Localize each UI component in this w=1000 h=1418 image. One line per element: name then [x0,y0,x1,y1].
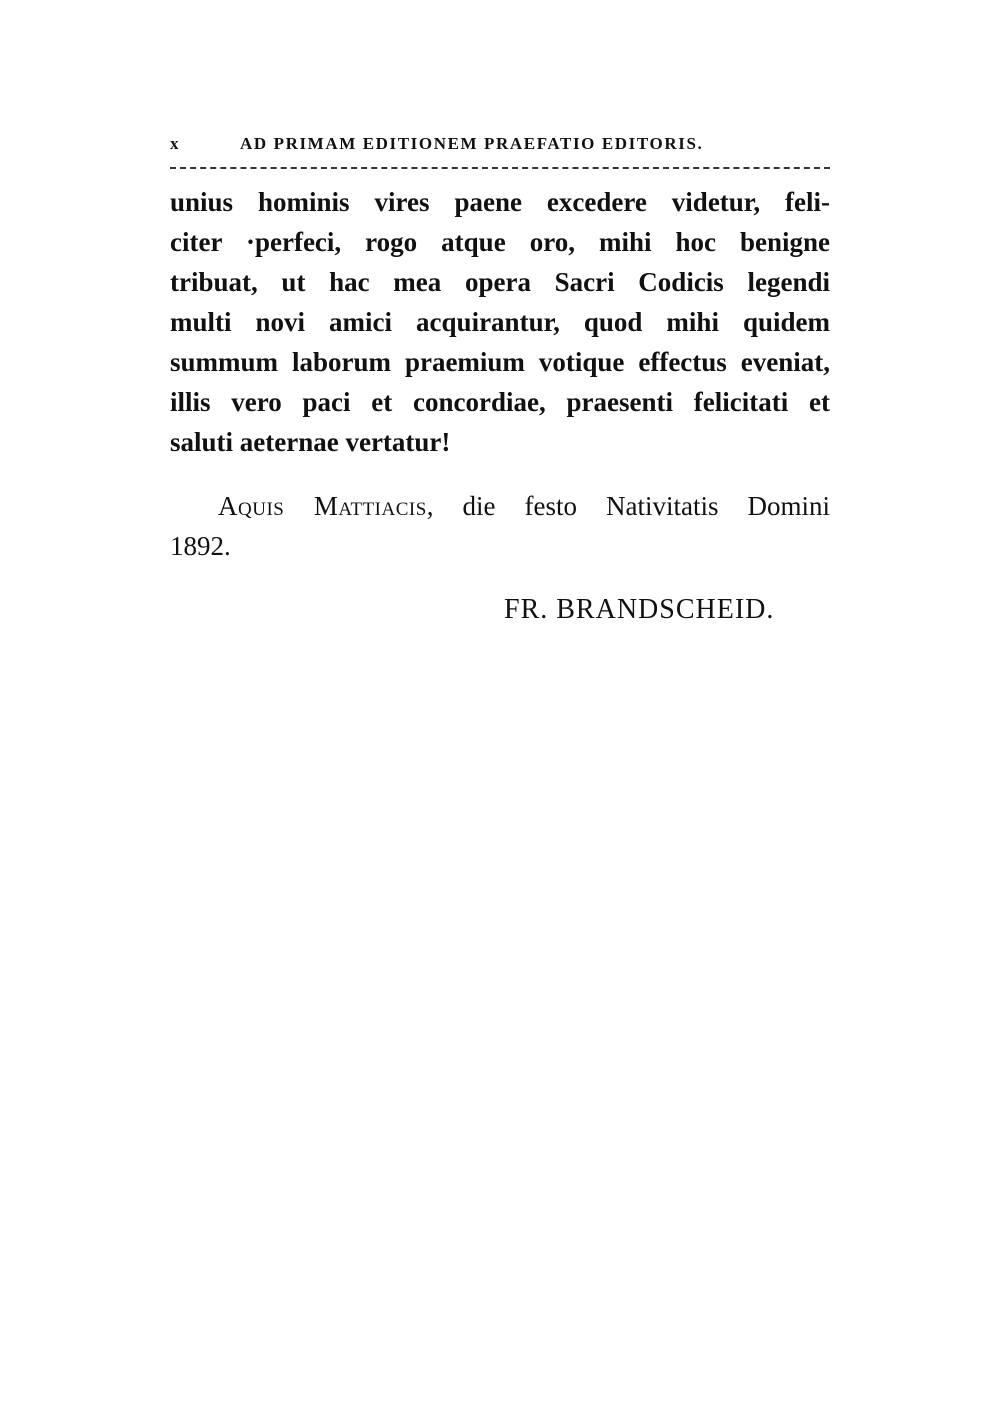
dateline-rest: , die festo Nativitatis Domini [426,491,830,521]
running-title: AD PRIMAM EDITIONEM PRAEFATIO EDITORIS. [240,134,704,153]
running-head [170,134,830,160]
dateline-year: 1892. [170,531,231,561]
text-line: summum laborum praemium votique effectus eveniat, [170,347,830,377]
text-line: unius hominis vires paene excedere videtur, feli- [170,187,830,217]
text-line: citer ·perfeci, rogo atque oro, mihi hoc benigne [170,227,830,257]
signature: FR. BRANDSCHEID. [504,594,775,625]
dateline-place: Aquis Mattiacis [218,491,427,521]
text-line: multi novi amici acquirantur, quod mihi quidem [170,307,830,337]
dateline [170,486,830,566]
text-line: illis vero paci et concordiae, praesenti felicitati et [170,387,830,417]
header-rule [170,167,830,169]
dateline-line [170,486,830,526]
text-line: tribuat, ut hac mea opera Sacri Codicis legendi [170,267,830,297]
page-number: x [170,134,181,153]
body-paragraph [170,182,830,462]
text-line: saluti aeternae vertatur! [170,427,451,457]
